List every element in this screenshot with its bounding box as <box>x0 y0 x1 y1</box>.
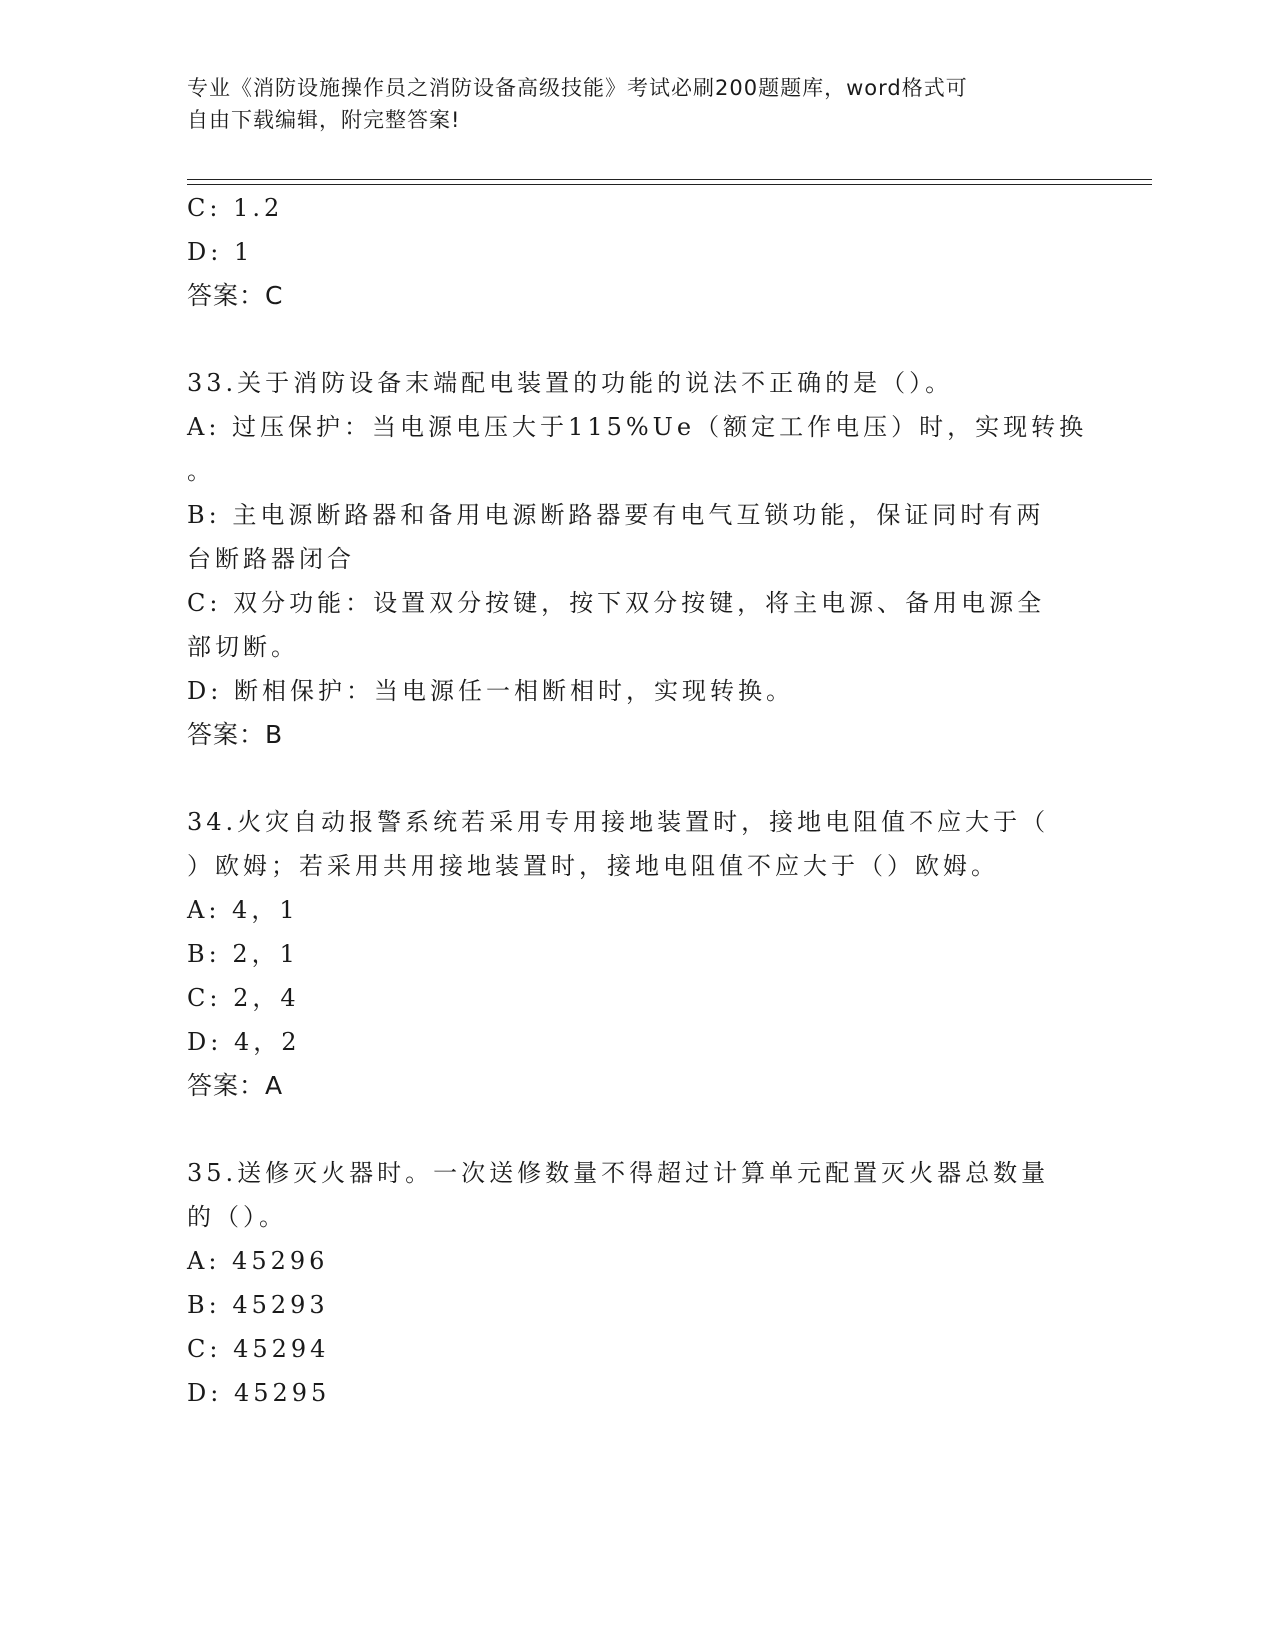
q35-stem-line-1: 35.送修灭火器时。一次送修数量不得超过计算单元配置灭火器总数量 <box>187 1159 1050 1187</box>
prev-option-c: C: 1.2 <box>187 194 284 222</box>
page-header <box>187 72 1067 136</box>
q34-answer: 答案：A <box>187 1071 284 1100</box>
q34-stem-line-1: 34.火灾自动报警系统若采用专用接地装置时，接地电阻值不应大于（ <box>187 808 1050 836</box>
q34-option-d: D: 4，2 <box>187 1028 301 1056</box>
q35-stem-line-2: 的（）。 <box>187 1203 287 1231</box>
header-divider-top <box>187 179 1152 180</box>
q33-option-d: D: 断相保护：当电源任一相断相时，实现转换。 <box>187 677 794 705</box>
header-title-line-2: 自由下载编辑，附完整答案! <box>187 108 461 132</box>
q35-option-b: B: 45293 <box>187 1291 329 1319</box>
q34-option-a: A: 4，1 <box>187 896 299 924</box>
q34-option-c: C: 2，4 <box>187 984 300 1012</box>
q33-option-c-line-1: C: 双分功能：设置双分按键，按下双分按键，将主电源、备用电源全 <box>187 589 1046 617</box>
q33-option-a-line-2: 。 <box>187 457 215 485</box>
q34-stem-line-2: ）欧姆；若采用共用接地装置时，接地电阻值不应大于（）欧姆。 <box>187 852 999 880</box>
q34-option-b: B: 2，1 <box>187 940 299 968</box>
q35-option-a: A: 45296 <box>187 1247 329 1275</box>
q33-stem: 33.关于消防设备末端配电装置的功能的说法不正确的是（）。 <box>187 369 954 397</box>
header-title-line-1: 专业《消防设施操作员之消防设备高级技能》考试必刷200题题库，word格式可 <box>187 76 968 100</box>
q33-option-b-line-1: B: 主电源断路器和备用电源断路器要有电气互锁功能，保证同时有两 <box>187 501 1045 529</box>
q35-option-d: D: 45295 <box>187 1379 331 1407</box>
prev-answer: 答案：C <box>187 281 284 310</box>
q33-option-a-line-1: A: 过压保护：当电源电压大于115%Ue（额定工作电压）时，实现转换 <box>187 413 1088 441</box>
q33-option-b-line-2: 台断路器闭合 <box>187 545 355 573</box>
prev-option-d: D: 1 <box>187 238 254 266</box>
header-divider-bottom <box>187 184 1152 185</box>
q33-answer: 答案：B <box>187 720 284 749</box>
q33-option-c-line-2: 部切断。 <box>187 633 299 661</box>
q35-option-c: C: 45294 <box>187 1335 330 1363</box>
